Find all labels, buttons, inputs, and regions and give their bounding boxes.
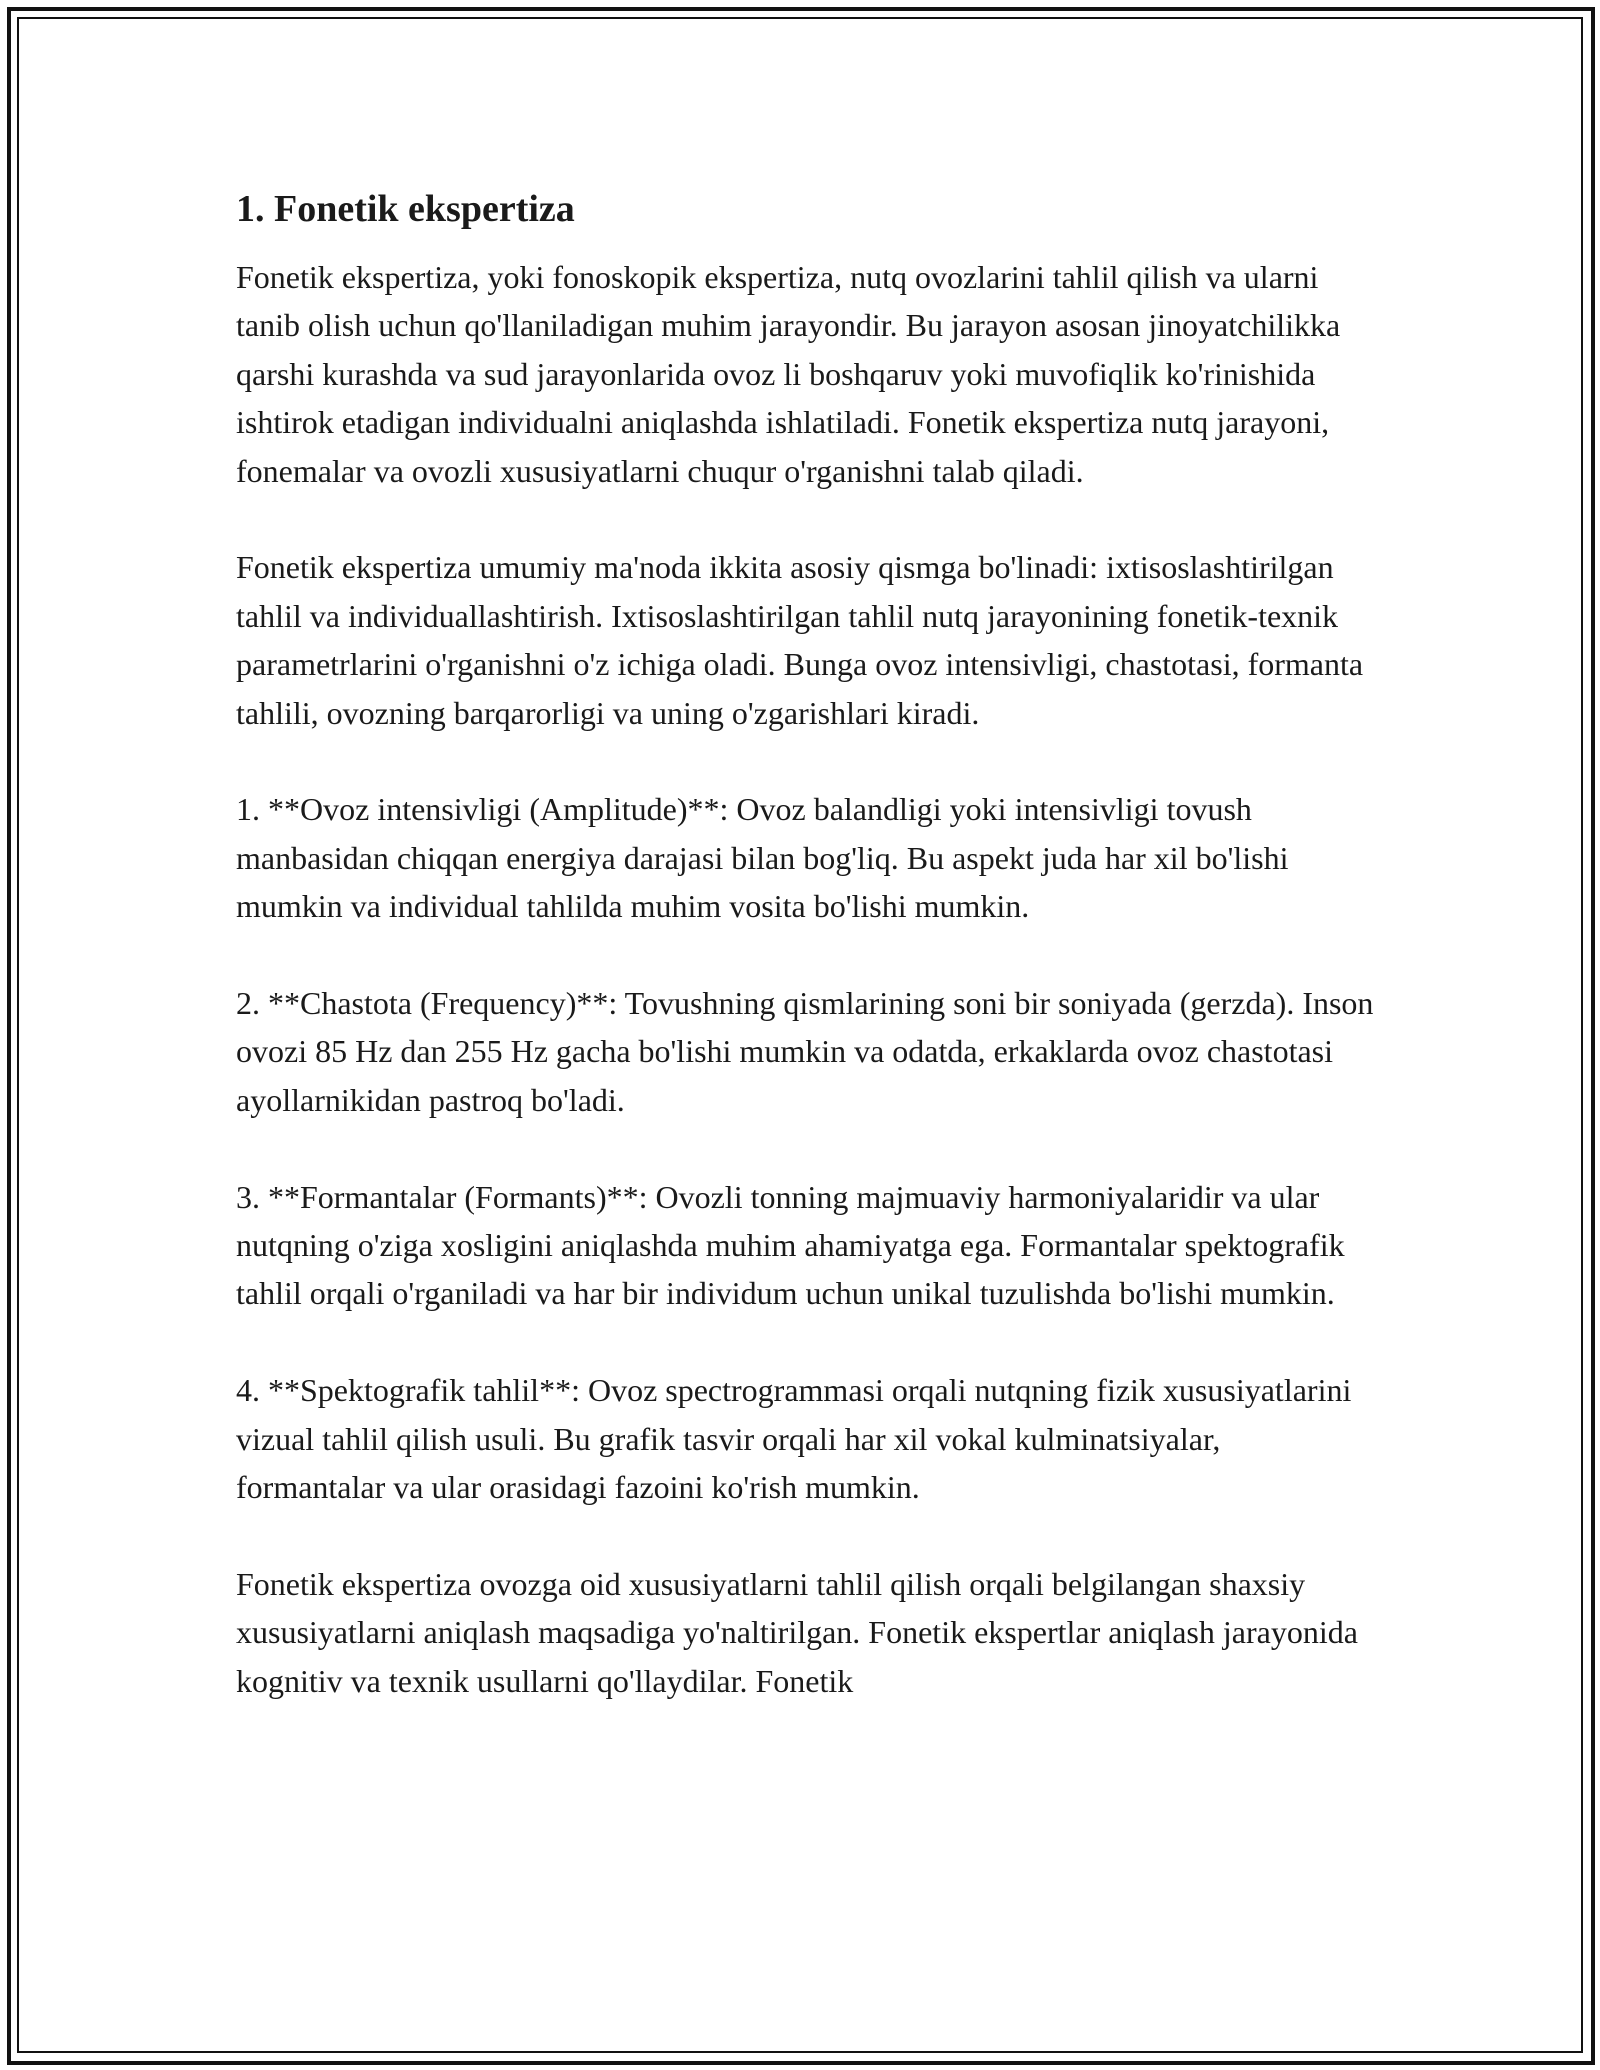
list-item-formants: 3. **Formantalar (Formants)**: Ovozli tonning majmuaviy harmoniyalaridir va ular nutqning o'ziga xosligini aniqlashda muhim ahamiyatga ega. Formantalar spektografik tahlil orqali o'rganiladi va har bir individum uchun unikal tuzulishda bo'lishi mumkin. bbox=[236, 1178, 1345, 1312]
paragraph-intro: Fonetik ekspertiza, yoki fonoskopik ekspertiza, nutq ovozlarini tahlil qilish va ularni tanib olish uchun qo'llaniladigan muhim jarayondir. Bu jarayon asosan jinoyatchilikka qarshi kurashda va sud jarayonlarida ovoz li boshqaruv yoki muvofiqlik ko'rinishida ishtirok etadigan individualni aniqlashda ishlatiladi. Fonetik ekspertiza nutq jarayoni, fonemalar va ovozli xususiyatlarni chuqur o'rganishni talab qiladi. bbox=[236, 259, 1341, 489]
list-item-spectrographic: 4. **Spektografik tahlil**: Ovoz spectrogrammasi orqali nutqning fizik xususiyatlarini vizual tahlil qilish usuli. Bu grafik tasvir orqali har xil vokal kulminatsiyalar, formantalar va ular orasidagi fazoini ko'rish mumkin. bbox=[236, 1372, 1352, 1506]
paragraph-conclusion: Fonetik ekspertiza ovozga oid xususiyatlarni tahlil qilish orqali belgilangan shaxsiy xususiyatlarni aniqlash maqsadiga yo'naltirilgan. Fonetik ekspertlar aniqlash jarayonida kognitiv va texnik usullarni qo'llaydilar. Fonetik bbox=[236, 1565, 1358, 1699]
paragraph-parts: Fonetik ekspertiza umumiy ma'noda ikkita asosiy qismga bo'linadi: ixtisoslashtirilgan tahlil va individuallashtirish. Ixtisoslashtirilgan tahlil nutq jarayonining fonetik-texnik parametrlarini o'rganishni o'z ichiga oladi. Bunga ovoz intensivligi, chastotasi, formanta tahlili, ovozning barqarorligi va uning o'zgarishlari kiradi. bbox=[236, 549, 1364, 731]
document-body bbox=[236, 185, 1376, 1753]
list-item-amplitude: 1. **Ovoz intensivligi (Amplitude)**: Ovoz balandligi yoki intensivligi tovush manbasidan chiqqan energiya darajasi bilan bog'liq. Bu aspekt juda har xil bo'lishi mumkin va individual tahlilda muhim vosita bo'lishi mumkin. bbox=[236, 791, 1289, 925]
list-item-frequency: 2. **Chastota (Frequency)**: Tovushning qismlarining soni bir soniyada (gerzda). Inson ovozi 85 Hz dan 255 Hz gacha bo'lishi mumkin va odatda, erkaklarda ovoz chastotasi ayollarnikidan pastroq bo'ladi. bbox=[236, 985, 1374, 1118]
section-heading: 1. Fonetik ekspertiza bbox=[236, 188, 575, 230]
